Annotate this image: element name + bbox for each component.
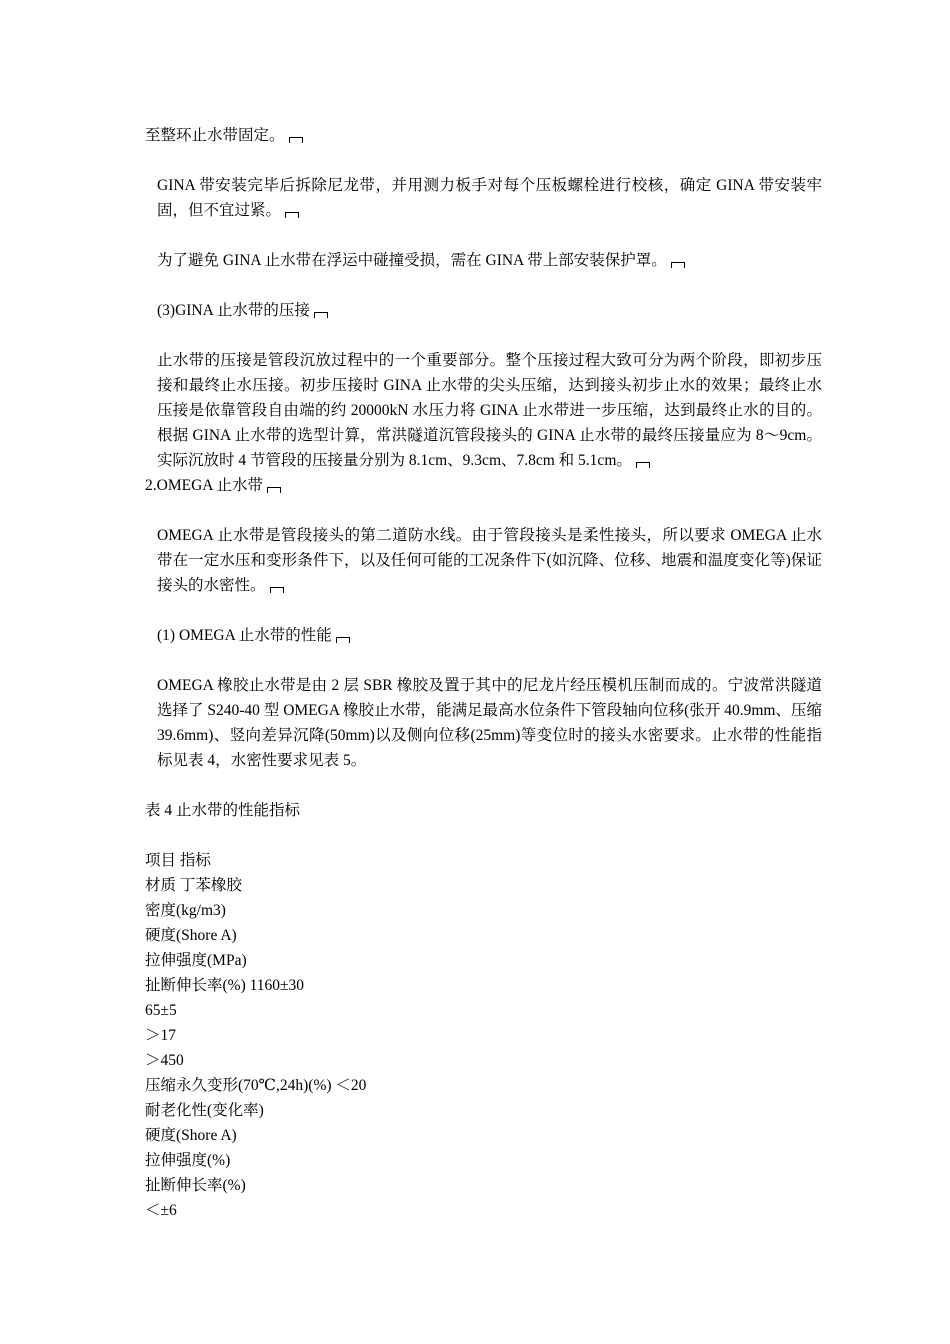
paragraph-1 [145, 123, 303, 148]
table-line: 硬度(Shore A) [145, 927, 237, 944]
paragraph-5-text: 止水带的压接是管段沉放过程中的一个重要部分。整个压接过程大致可分为两个阶段，即初步压接和最终止水压接。初步压接时 GINA 止水带的尖头压缩，达到接头初步止水的效果；最终止水压接是依靠管段自由端的约 20000kN 水压力将 GINA 止水带进一步压缩，达到最终止水的目的。根据 GINA 止水带的选型计算，常洪隧道沉管段接头的 GINA 止水带的最终压接量应为 8～9cm。实际沉放时 4 节管段的压接量分别为 8.1cm、9.3cm、7.8cm 和 5.1cm。 [157, 352, 822, 469]
paragraph-3-text: 为了避免 GINA 止水带在浮运中碰撞受损，需在 GINA 带上部安装保护罩。 [157, 252, 667, 269]
section-heading-text: (3)GINA 止水带的压接 [157, 302, 310, 319]
table-line: 密度(kg/m3) [145, 902, 226, 919]
table-line: 耐老化性(变化率) [145, 1102, 264, 1119]
table-line: 扯断伸长率(%) [145, 1177, 246, 1194]
table-line: 项目 指标 [145, 852, 211, 869]
paragraph-5 [145, 348, 822, 473]
paragraph-9 [145, 673, 822, 773]
paragraph-2 [145, 173, 822, 223]
table-line: 压缩永久变形(70℃,24h)(%) ＜20 [145, 1077, 367, 1094]
table-caption-text: 表 4 止水带的性能指标 [145, 802, 301, 819]
table-line: ＞450 [145, 1052, 184, 1069]
table-line: 65±5 [145, 1002, 177, 1019]
table-line: 材质 丁苯橡胶 [145, 877, 242, 894]
paragraph-1-text: 至整环止水带固定。 [145, 127, 285, 144]
section-heading-omega [145, 473, 281, 498]
paragraph-mark-icon [270, 587, 284, 593]
table-line: 拉伸强度(%) [145, 1152, 231, 1169]
table-line: 扯断伸长率(%) 1160±30 [145, 977, 305, 994]
paragraph-mark-icon [285, 212, 299, 218]
paragraph-mark-icon [267, 487, 281, 493]
paragraph-7 [145, 523, 822, 598]
table-line: ＞17 [145, 1027, 177, 1044]
table-line: ＜±6 [145, 1202, 177, 1219]
table-line: 拉伸强度(MPa) [145, 952, 247, 969]
paragraph-mark-icon [636, 462, 650, 468]
paragraph-mark-icon [671, 262, 685, 268]
paragraph-mark-icon [289, 137, 303, 143]
section-heading-text: 2.OMEGA 止水带 [145, 477, 263, 494]
section-heading-omega-performance [145, 623, 350, 648]
table-line: 硬度(Shore A) [145, 1127, 237, 1144]
section-heading-text: (1) OMEGA 止水带的性能 [157, 627, 332, 644]
paragraph-7-text: OMEGA 止水带是管段接头的第二道防水线。由于管段接头是柔性接头，所以要求 OMEGA 止水带在一定水压和变形条件下，以及任何可能的工况条件下(如沉降、位移、地震和温度变化等)保证接头的水密性。 [157, 527, 822, 594]
table-caption [145, 798, 300, 823]
paragraph-3 [145, 248, 685, 273]
section-heading-gina-compression [145, 298, 328, 323]
paragraph-2-text: GINA 带安装完毕后拆除尼龙带，并用测力板手对每个压板螺栓进行校核，确定 GINA 带安装牢固，但不宜过紧。 [157, 177, 822, 219]
paragraph-9-text: OMEGA 橡胶止水带是由 2 层 SBR 橡胶及置于其中的尼龙片经压模机压制而成的。宁波常洪隧道选择了 S240-40 型 OMEGA 橡胶止水带，能满足最高水位条件下管段轴向位移(张开 40.9mm、压缩 39.6mm)、竖向差异沉降(50mm)以及侧向位移(25mm)等变位时的接头水密要求。止水带的性能指标见表 4，水密性要求见表 5。 [157, 677, 822, 769]
paragraph-mark-icon [336, 637, 350, 643]
paragraph-mark-icon [314, 312, 328, 318]
